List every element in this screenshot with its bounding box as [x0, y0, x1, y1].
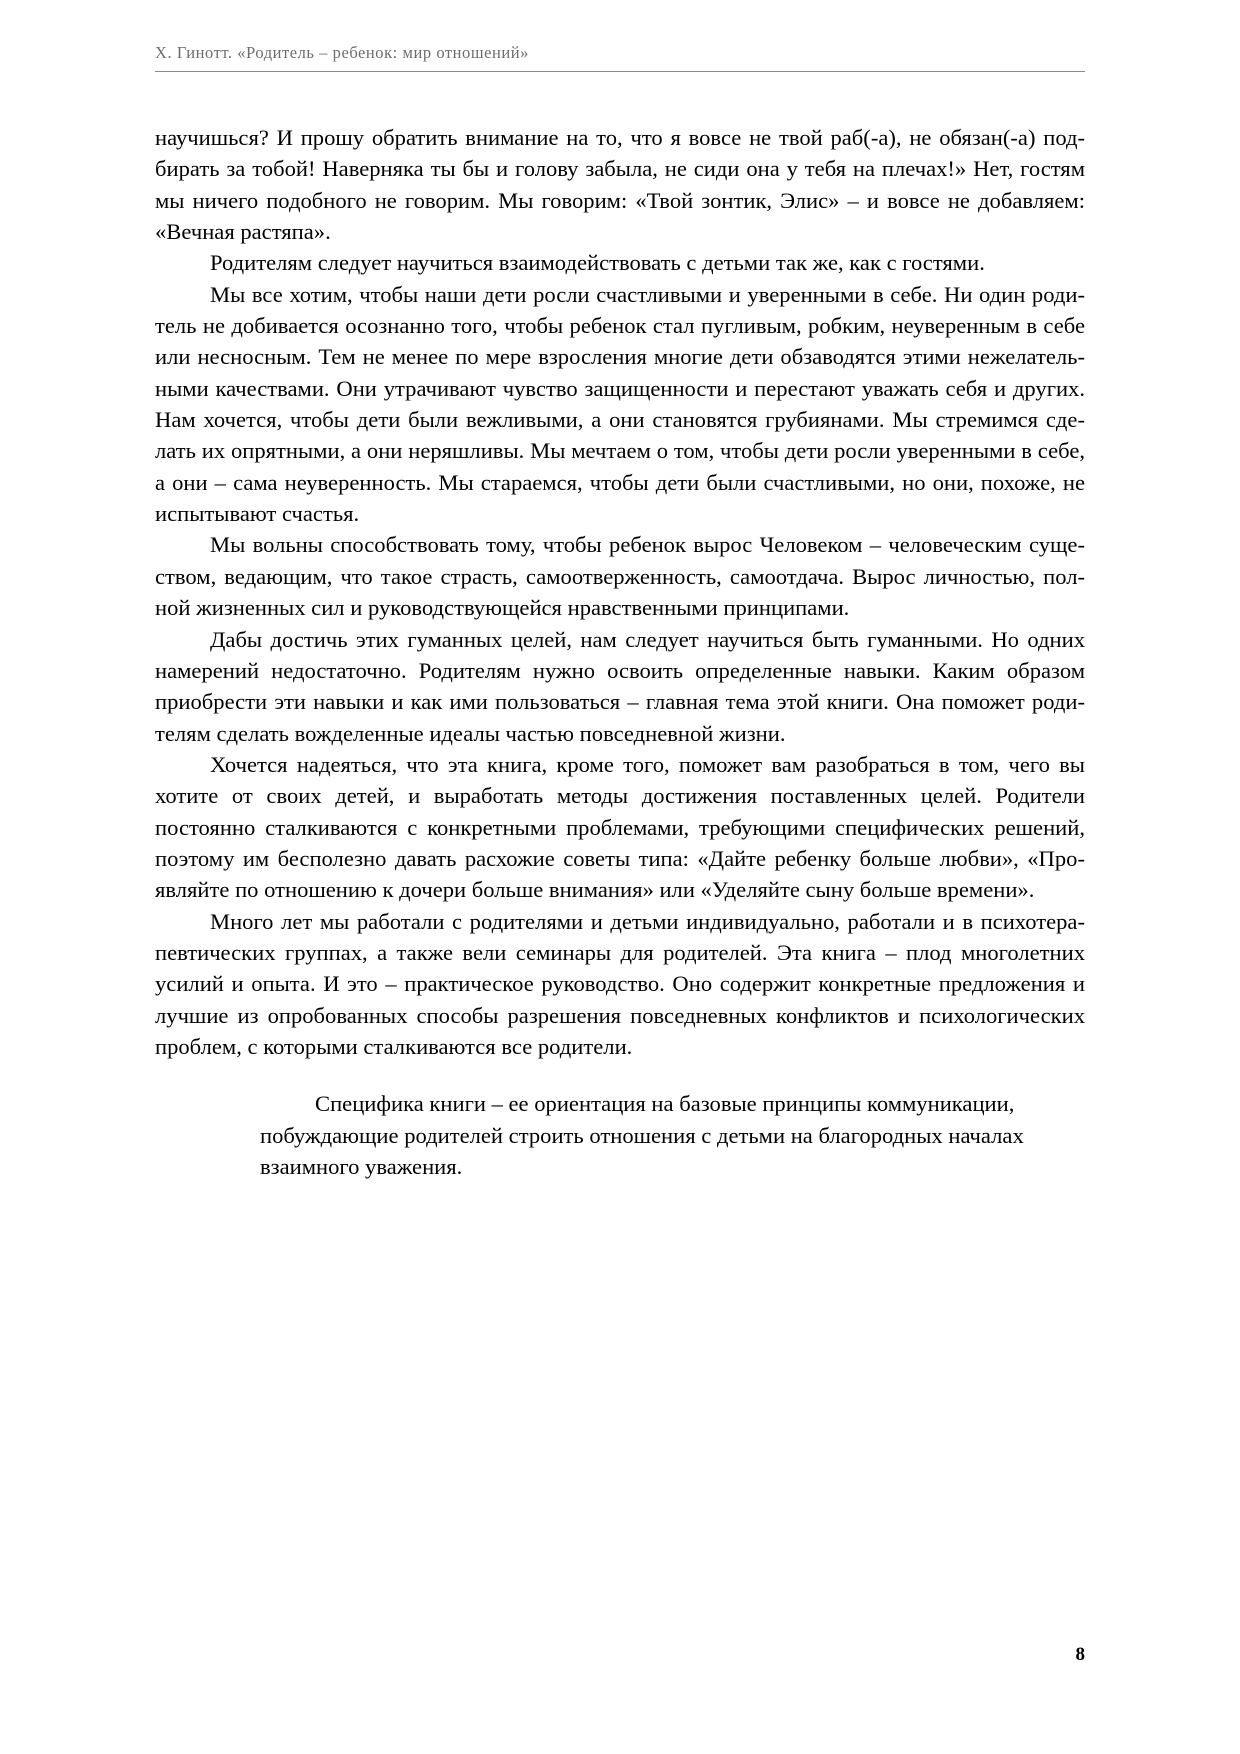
- paragraph: Много лет мы работали с родителями и детьми индивидуально, работали и в психотерапевтических группах, а также вели семинары для родителей. Эта книга – плод многолетних усилий и опыта. И это – практическое руководство. Оно содержит конкретные предложения и лучшие из опробованных способы разрешения повседневных конфликтов и психологических проблем, с которыми сталкиваются все родители.: [155, 908, 1085, 1059]
- page-number: 8: [1075, 1644, 1085, 1665]
- closing-statement: Специфика книги – ее ориентация на базовые принципы коммуникации, побуждающие родителей строить отношения с детьми на благородных началах взаимного уважения.: [260, 1091, 1024, 1179]
- header-divider: [155, 71, 1085, 72]
- paragraph: Родителям следует научиться взаимодействовать с детьми так же, как с гостями.: [210, 250, 985, 276]
- paragraph: Дабы достичь этих гуманных целей, нам следует научиться быть гуманными. Но одних намерений недостаточно. Родителям нужно освоить определенные навыки. Каким образом приобрести эти навыки и как ими пользоваться – главная тема этой книги. Она поможет родителям сделать вожделенные идеалы частью повседневной жизни.: [155, 626, 1085, 746]
- paragraph: научишься? И прошу обратить внимание на то, что я вовсе не твой раб(-а), не обязан(-а) подбирать за тобой! Наверняка ты бы и голову забыла, не сиди она у тебя на плечах!» Нет, гостям мы ничего подобного не говорим. Мы говорим: «Твой зонтик, Элис» – и вовсе не добавляем: «Вечная растяпа».: [155, 125, 1085, 245]
- running-head: [155, 44, 1085, 72]
- body-text-column: [155, 122, 1085, 1182]
- running-head-text: Х. Гинотт. «Родитель – ребенок: мир отношений»: [155, 43, 529, 62]
- paragraph: Мы вольны способствовать тому, чтобы ребенок вырос Человеком – человеческим существом, ведающим, что такое страсть, самоотверженность, самоотдача. Вырос личностью, полной жизненных сил и руководствующейся нравственными принципами.: [155, 532, 1085, 621]
- paragraph: Хочется надеяться, что эта книга, кроме того, поможет вам разобраться в том, чего вы хотите от своих детей, и выработать методы достижения поставленных целей. Родители постоянно сталкиваются с конкретными проблемами, требующими специфических решений, поэтому им бесполезно давать расхожие советы типа: «Дайте ребенку больше любви», «Проявляйте по отношению к дочери больше внимания» или «Уделяйте сыну больше времени».: [155, 751, 1085, 903]
- paragraph: Мы все хотим, чтобы наши дети росли счастливыми и уверенными в себе. Ни один родитель не добивается осознанно того, чтобы ребенок стал пугливым, робким, неуверенным в себе или несносным. Тем не менее по мере взросления многие дети обзаводятся этими нежелательными качествами. Они утрачивают чувство защищенности и перестают уважать себя и других. Нам хочется, чтобы дети были вежливыми, а они становятся грубиянами. Мы стремимся сделать их опрятными, а они неряшливы. Мы мечтаем о том, чтобы дети росли уверенными в себе, а они – сама неуверенность. Мы стараемся, чтобы дети были счастливыми, но они, похоже, не испытывают счастья.: [155, 281, 1085, 527]
